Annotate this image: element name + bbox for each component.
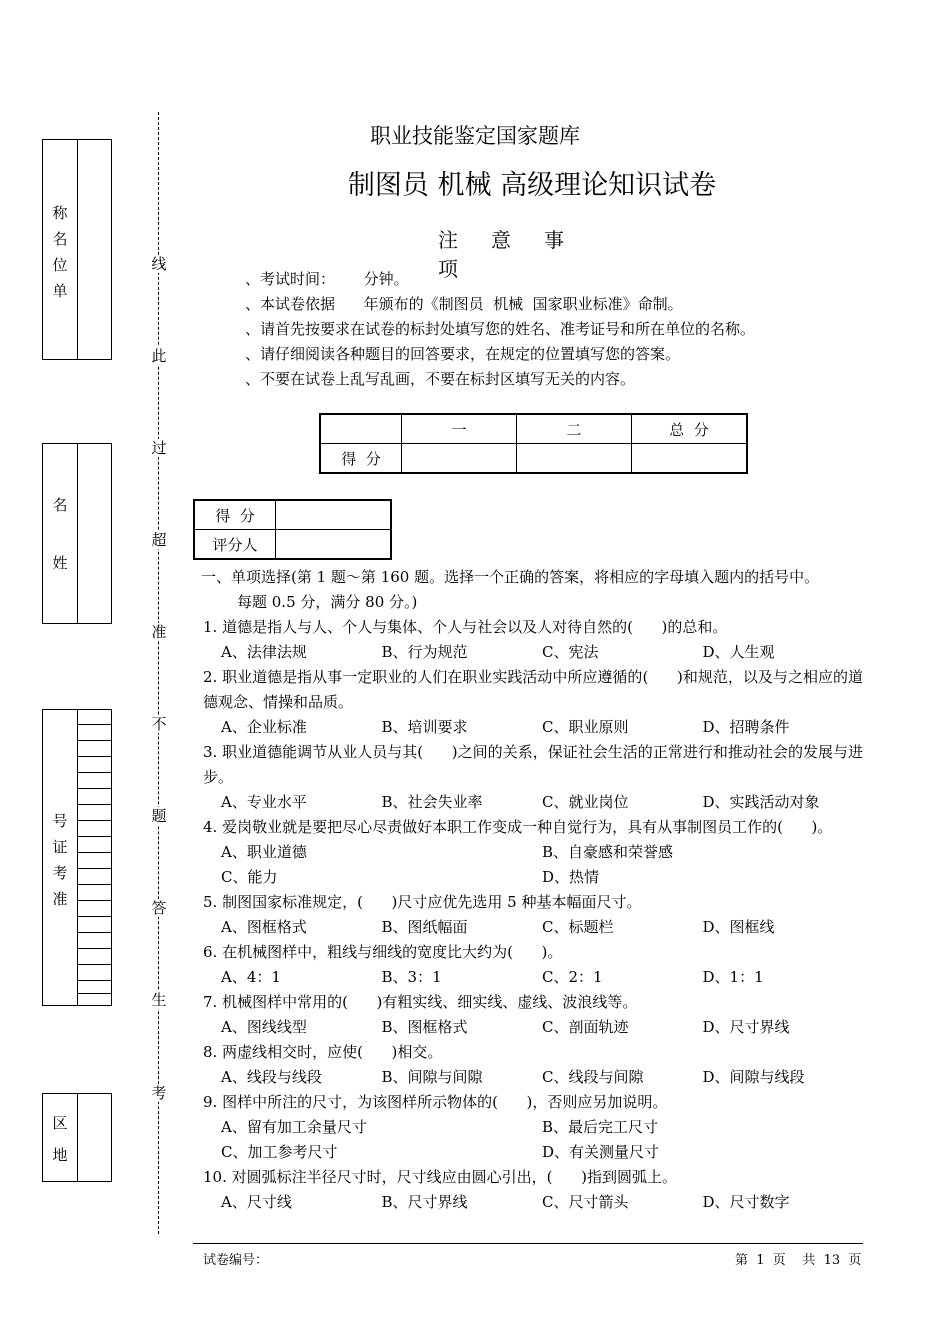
notice-list <box>245 267 755 392</box>
answer-option[interactable]: C、剖面轨迹 <box>542 1018 629 1036</box>
answer-option[interactable]: A、线段与线段 <box>221 1068 322 1086</box>
grader-name-cell[interactable] <box>276 530 392 560</box>
exam-id-label-3: 考 <box>52 864 68 882</box>
answer-option[interactable]: B、尺寸界线 <box>381 1193 468 1211</box>
option-row <box>203 1065 863 1090</box>
answer-option[interactable]: B、自豪感和荣誉感 <box>542 843 674 861</box>
answer-option[interactable]: B、3：1 <box>381 968 442 986</box>
option-row <box>203 790 863 815</box>
answer-option[interactable]: D、图框线 <box>702 918 775 936</box>
answer-option[interactable]: C、加工参考尺寸 <box>221 1143 338 1161</box>
exam-id-label-1: 号 <box>52 812 68 830</box>
answer-option[interactable]: B、间隙与间隙 <box>381 1068 483 1086</box>
name-label-1: 名 <box>52 496 68 514</box>
cut-char-6: 不 <box>151 715 167 733</box>
answer-option[interactable]: A、图线线型 <box>221 1018 307 1036</box>
cut-char-3: 过 <box>151 439 167 457</box>
answer-option[interactable]: A、专业水平 <box>221 793 307 811</box>
cut-char-8: 答 <box>151 899 167 917</box>
name-box <box>42 443 112 624</box>
option-row <box>203 1140 863 1165</box>
grader-table <box>193 499 392 560</box>
answer-option[interactable]: B、社会失业率 <box>381 793 483 811</box>
exam-id-grid <box>77 710 111 1005</box>
section-instruction: 一、单项选择(第 1 题～第 160 题。选择一个正确的答案，将相应的字母填入题内的括号中。 <box>201 568 820 586</box>
exam-title: 制图员 机械 高级理论知识试卷 <box>347 170 717 201</box>
notice-item: 、请首先按要求在试卷的标封处填写您的姓名、准考证号和所在单位的名称。 <box>245 320 756 338</box>
option-row <box>203 915 863 940</box>
answer-option[interactable]: B、最后完工尺寸 <box>542 1118 659 1136</box>
answer-option[interactable]: C、2：1 <box>542 968 603 986</box>
cut-char-4: 超 <box>151 531 167 549</box>
option-row <box>203 965 863 990</box>
answer-option[interactable]: A、法律法规 <box>221 643 307 661</box>
answer-option[interactable]: A、企业标准 <box>221 718 307 736</box>
option-row <box>203 715 863 740</box>
answer-option[interactable]: D、尺寸数字 <box>702 1193 790 1211</box>
question-section <box>203 565 863 1215</box>
grader-score-cell[interactable] <box>276 500 392 530</box>
notice-item: 、考试时间： 分钟。 <box>245 270 409 288</box>
paper-number: 试卷编号： <box>203 1253 269 1268</box>
answer-option[interactable]: C、线段与间隙 <box>542 1068 644 1086</box>
answer-option[interactable]: D、1：1 <box>702 968 764 986</box>
question-text: 4. 爱岗敬业就是要把尽心尽责做好本职工作变成一种自觉行为，具有从事制图员工作的( )。 <box>203 818 833 836</box>
region-label-1: 区 <box>52 1114 68 1132</box>
notice-item: 、请仔细阅读各种题目的回答要求，在规定的位置填写您的答案。 <box>245 345 681 363</box>
region-field[interactable] <box>77 1094 111 1181</box>
score-summary-table <box>319 413 748 474</box>
answer-option[interactable]: A、尺寸线 <box>221 1193 292 1211</box>
region-label-2: 地 <box>52 1146 68 1164</box>
question-text: 2. 职业道德是指从事一定职业的人们在职业实践活动中所应遵循的( )和规范，以及与之相应的道德观念、情操和品质。 <box>203 668 863 711</box>
answer-option[interactable]: A、职业道德 <box>221 843 307 861</box>
answer-option[interactable]: D、尺寸界线 <box>702 1018 790 1036</box>
answer-option[interactable]: D、招聘条件 <box>702 718 790 736</box>
option-row <box>203 865 863 890</box>
question-text: 5. 制图国家标准规定，( )尺寸应优先选用 5 种基本幅面尺寸。 <box>203 893 642 911</box>
answer-option[interactable]: C、就业岗位 <box>542 793 629 811</box>
notice-title: 注意事项 <box>438 228 597 281</box>
cut-char-2: 此 <box>151 347 167 365</box>
grader-name-label: 评分人 <box>194 530 276 560</box>
answer-option[interactable]: A、图框格式 <box>221 918 307 936</box>
answer-option[interactable]: B、图框格式 <box>381 1018 468 1036</box>
page-info: 第 1 页 共 13 页 <box>735 1253 862 1268</box>
answer-option[interactable]: C、职业原则 <box>542 718 629 736</box>
cut-char-10: 考 <box>151 1084 167 1102</box>
cut-char-9: 生 <box>151 991 167 1009</box>
option-row <box>203 640 863 665</box>
answer-option[interactable]: D、实践活动对象 <box>702 793 820 811</box>
cut-char-7: 题 <box>151 807 167 825</box>
region-box <box>42 1093 112 1182</box>
unit-label-1: 称 <box>52 204 68 222</box>
question-bank-title: 职业技能鉴定国家题库 <box>370 124 580 148</box>
score-cell-part2[interactable] <box>517 444 632 474</box>
unit-label-4: 单 <box>52 282 68 300</box>
cut-char-1: 线 <box>151 255 167 273</box>
score-cell-part1[interactable] <box>402 444 517 474</box>
question-list <box>203 615 863 1215</box>
answer-option[interactable]: B、图纸幅面 <box>381 918 468 936</box>
grader-score-label: 得 分 <box>194 500 276 530</box>
answer-option[interactable]: C、尺寸箭头 <box>542 1193 629 1211</box>
exam-id-label-2: 证 <box>52 838 68 856</box>
binding-dashed-line <box>158 112 159 1234</box>
unit-label-3: 位 <box>52 256 68 274</box>
answer-option[interactable]: D、人生观 <box>702 643 775 661</box>
option-row <box>203 1190 863 1215</box>
answer-option[interactable]: C、宪法 <box>542 643 599 661</box>
score-header-part1: 一 <box>402 414 517 444</box>
option-row <box>203 1015 863 1040</box>
score-header-blank <box>320 414 402 444</box>
answer-option[interactable]: D、热情 <box>542 868 600 886</box>
question-text: 9. 图样中所注的尺寸，为该图样所示物体的( )，否则应另加说明。 <box>203 1093 668 1111</box>
answer-option[interactable]: C、能力 <box>221 868 278 886</box>
option-row <box>203 840 863 865</box>
exam-id-label-4: 准 <box>52 890 68 908</box>
answer-option[interactable]: A、4：1 <box>221 968 281 986</box>
section-instruction-cont: 每题 0.5 分，满分 80 分。) <box>237 593 418 611</box>
answer-option[interactable]: B、行为规范 <box>381 643 468 661</box>
footer-rule <box>193 1243 863 1244</box>
unit-label-2: 名 <box>52 230 68 248</box>
question-text: 1. 道德是指人与人、个人与集体、个人与社会以及人对待自然的( )的总和。 <box>203 618 728 636</box>
question-text: 3. 职业道德能调节从业人员与其( )之间的关系，保证社会生活的正常进行和推动社会的发展与进步。 <box>203 743 863 786</box>
question-text: 6. 在机械图样中，粗线与细线的宽度比大约为( )。 <box>203 943 563 961</box>
score-row-label: 得 分 <box>320 444 402 474</box>
answer-option[interactable]: A、留有加工余量尺寸 <box>221 1118 367 1136</box>
name-label-2: 姓 <box>52 554 68 572</box>
answer-option[interactable]: C、标题栏 <box>542 918 614 936</box>
exam-id-box <box>42 709 112 1006</box>
notice-item: 、本试卷依据 年颁布的《制图员 机械 国家职业标准》命制。 <box>245 295 683 313</box>
question-text: 7. 机械图样中常用的( )有粗实线、细实线、虚线、波浪线等。 <box>203 993 638 1011</box>
answer-option[interactable]: B、培训要求 <box>381 718 468 736</box>
question-text: 10. 对圆弧标注半径尺寸时，尺寸线应由圆心引出，( )指到圆弧上。 <box>203 1168 677 1186</box>
name-field[interactable] <box>77 444 111 623</box>
answer-option[interactable]: D、有关测量尺寸 <box>542 1143 660 1161</box>
option-row <box>203 1115 863 1140</box>
score-cell-total[interactable] <box>632 444 748 474</box>
notice-item: 、不要在试卷上乱写乱画，不要在标封区填写无关的内容。 <box>245 370 636 388</box>
cut-char-5: 准 <box>151 623 167 641</box>
score-header-total: 总 分 <box>632 414 748 444</box>
answer-option[interactable]: D、间隙与线段 <box>702 1068 805 1086</box>
score-header-part2: 二 <box>517 414 632 444</box>
question-text: 8. 两虚线相交时，应使( )相交。 <box>203 1043 443 1061</box>
